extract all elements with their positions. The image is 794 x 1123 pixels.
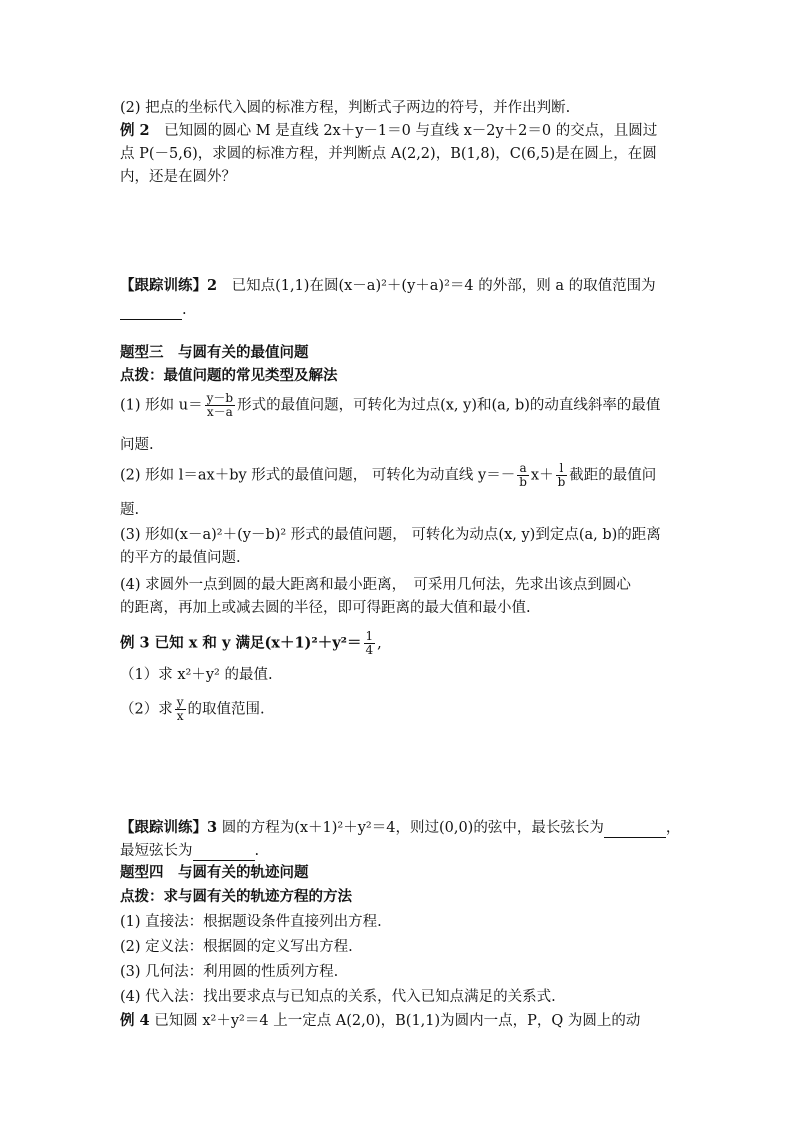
method-1-cont: 问题. — [120, 437, 154, 453]
section-4-title: 题型四 与圆有关的轨迹问题 — [120, 864, 309, 881]
method-2-suffix: 截距的最值问 — [569, 467, 657, 484]
method-2-line — [120, 462, 680, 489]
text-line-1: (2) 把点的坐标代入圆的标准方程，判断式子两边的符号，并作出判断. — [120, 100, 571, 116]
section-4-tip: 点拨：求与圆有关的轨迹方程的方法 — [120, 888, 352, 905]
practice-3-label: 【跟踪训练】3 — [120, 819, 218, 836]
technique-4: (4) 代入法：找出要求点与已知点的关系，代入已知点满足的关系式. — [120, 989, 556, 1005]
example-3-text: 例 3 已知 x 和 y 满足(x＋1)²＋y²＝ — [120, 634, 362, 652]
method-2-mid: x＋ — [530, 467, 554, 484]
example-4-label: 例 4 — [120, 1012, 150, 1029]
example-3-question-1: （1）求 x²＋y² 的最值. — [120, 667, 273, 683]
fraction-denominator: x－a — [206, 405, 233, 419]
method-2-cont: 题. — [120, 502, 140, 518]
practice-3-text-2: 最短弦长为 — [120, 843, 193, 859]
example-2-label: 例 2 — [120, 122, 150, 139]
technique-3: (3) 几何法：利用圆的性质列方程. — [120, 964, 339, 980]
section-3-tip: 点拨：最值问题的常见类型及解法 — [120, 367, 338, 384]
example-4-line — [120, 1011, 680, 1031]
answer-blank-longest — [604, 823, 666, 838]
fraction-numerator: y－b — [206, 391, 234, 405]
method-4-line-2: 的距离，再加上或减去圆的半径，即可得距离的最大值和最小值. — [120, 600, 531, 616]
fraction-numerator: 1 — [365, 629, 374, 643]
example-2-text-2: 点 P(－5,6)，求圆的标准方程，并判断点 A(2,2)，B(1,8)，C(6,5)是在圆上，在圆 — [120, 146, 657, 162]
example-3-line — [120, 630, 680, 657]
practice-3-line-1 — [120, 818, 680, 838]
fraction-denominator: 4 — [365, 643, 374, 657]
example-3-question-2 — [120, 696, 680, 723]
fraction-denominator: b — [519, 475, 527, 489]
fraction-denominator: b — [557, 475, 566, 489]
fraction-numerator: y — [176, 695, 184, 709]
question-2-prefix: （2）求 — [120, 701, 173, 718]
method-1-line — [120, 392, 680, 419]
method-1-prefix: (1) 形如 u＝ — [120, 397, 203, 414]
technique-2: (2) 定义法：根据圆的定义写出方程. — [120, 939, 353, 955]
practice-2-blank-line — [120, 300, 680, 320]
period: . — [182, 302, 187, 318]
method-1-text: 形式的最值问题，可转化为过点(x, y)和(a, b)的动直线斜率的最值 — [237, 397, 661, 414]
method-3-line-2: 的平方的最值问题. — [120, 550, 241, 566]
method-4-line-1: (4) 求圆外一点到圆的最大距离和最小距离， 可采用几何法，先求出该点到圆心 — [120, 577, 631, 593]
comma: ， — [665, 820, 681, 836]
practice-2-text: 已知点(1,1)在圆(x－a)²＋(y＋a)²＝4 的外部，则 a 的取值范围为 — [217, 278, 656, 294]
question-2-suffix: 的取值范围. — [187, 701, 265, 718]
practice-2-line — [120, 276, 680, 296]
period: . — [254, 843, 260, 859]
example-4-text: 已知圆 x²＋y²＝4 上一定点 A(2,0)，B(1,1)为圆内一点，P，Q 为圆上的动 — [154, 1013, 641, 1029]
fraction-numerator: a — [517, 462, 529, 476]
practice-3-text: 圆的方程为(x＋1)²＋y²＝4，则过(0,0)的弦中，最长弦长为 — [217, 820, 604, 836]
fraction-y-over-x — [175, 696, 186, 723]
practice-3-line-2 — [120, 841, 680, 861]
comma: , — [377, 635, 382, 652]
practice-2-label: 【跟踪训练】2 — [120, 277, 218, 294]
answer-blank — [120, 305, 182, 320]
fraction-l-over-b — [556, 462, 568, 489]
fraction-denominator: x — [176, 709, 184, 723]
fraction-a-over-b — [517, 462, 529, 489]
method-3-line-1: (3) 形如(x－a)²＋(y－b)² 形式的最值问题， 可转化为动点(x, y)到定点(a, b)的距离 — [120, 527, 661, 543]
example-2-text-3: 内，还是在圆外？ — [120, 169, 236, 185]
fraction-numerator: l — [556, 462, 568, 476]
fraction-one-quarter — [364, 630, 376, 657]
method-2-prefix: (2) 形如 l＝ax＋by 形式的最值问题， 可转化为动直线 y＝－ — [120, 467, 516, 484]
example-2-text-1: 已知圆的圆心 M 是直线 2x＋y－1＝0 与直线 x－2y＋2＝0 的交点，且圆过 — [149, 123, 658, 139]
fraction-y-b-over-x-a — [205, 392, 235, 419]
example-2-line-1 — [120, 121, 680, 141]
answer-blank-shortest — [193, 846, 255, 861]
section-3-title: 题型三 与圆有关的最值问题 — [120, 344, 309, 361]
technique-1: (1) 直接法：根据题设条件直接列出方程. — [120, 914, 382, 930]
